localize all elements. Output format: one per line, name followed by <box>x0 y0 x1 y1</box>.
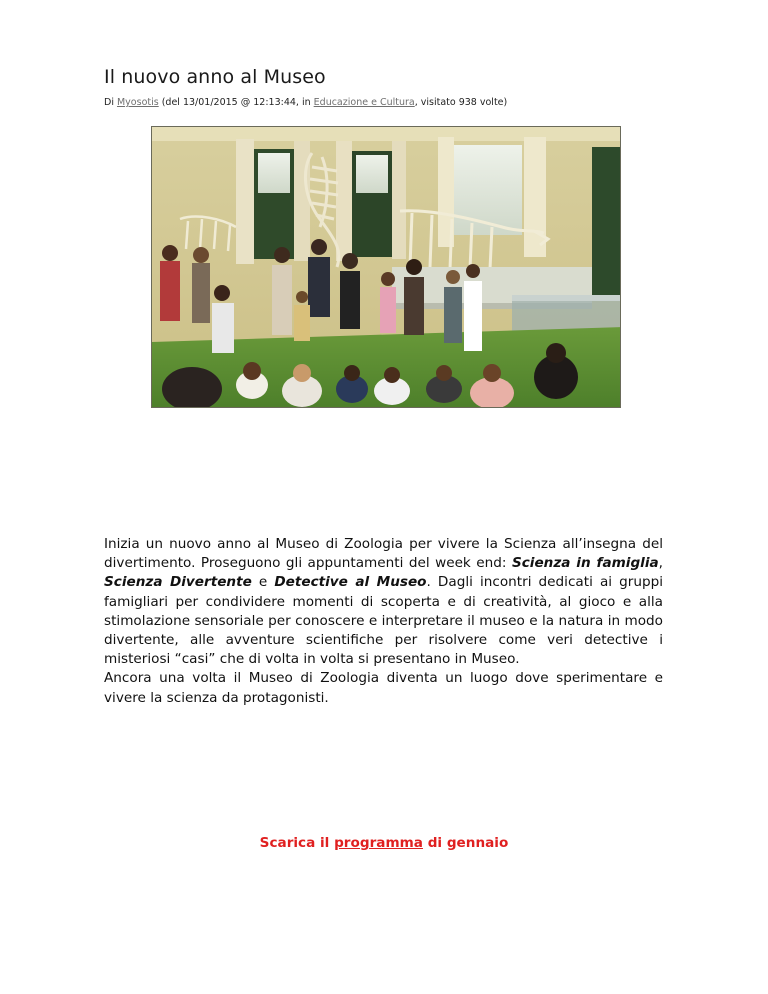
article-byline <box>104 97 507 108</box>
category-link[interactable]: Educazione e Cultura <box>313 97 415 108</box>
intro-continuation: . Dagli incontri dedicati ai gruppi famigliari per condividere momenti di scoperta e di creatività, al gioco e alla stimolazione sensoriale per conoscere e interpretare il museo e la natura in modo divertente, alle avventure scientifiche per risolvere come veri detective i misteriosi “casi” che di volta in volta si presentano in Museo. <box>104 574 663 668</box>
museum-photo <box>151 126 621 408</box>
download-suffix: di gennaio <box>422 835 509 851</box>
separator-comma: , <box>658 555 663 572</box>
download-program-line <box>0 835 768 851</box>
byline-views: , visitato 938 volte) <box>414 97 508 108</box>
page-title: Il nuovo anno al Museo <box>104 66 326 88</box>
event-detective-al-museo: Detective al Museo <box>274 574 427 591</box>
paragraph-intro <box>104 535 663 669</box>
byline-date: (del 13/01/2015 @ 12:13:44, in <box>158 97 314 108</box>
article-body <box>104 535 663 708</box>
byline-prefix: Di <box>104 97 117 108</box>
intro-text: Inizia un nuovo anno al Museo di Zoologia per vivere la Scienza all’insegna del divertimento. Proseguono gli appuntamenti del week end: <box>104 536 663 572</box>
paragraph-closing: Ancora una volta il Museo di Zoologia diventa un luogo dove sperimentare e vivere la scienza da protagonisti. <box>104 670 663 706</box>
author-link[interactable]: Myosotis <box>116 97 159 108</box>
event-scienza-in-famiglia: Scienza in famiglia <box>511 555 659 572</box>
download-prefix: Scarica il <box>259 835 335 851</box>
museum-photo-illustration <box>152 127 621 408</box>
program-download-link[interactable]: programma <box>334 835 423 851</box>
separator-and: e <box>251 574 275 591</box>
event-scienza-divertente: Scienza Divertente <box>104 574 252 591</box>
